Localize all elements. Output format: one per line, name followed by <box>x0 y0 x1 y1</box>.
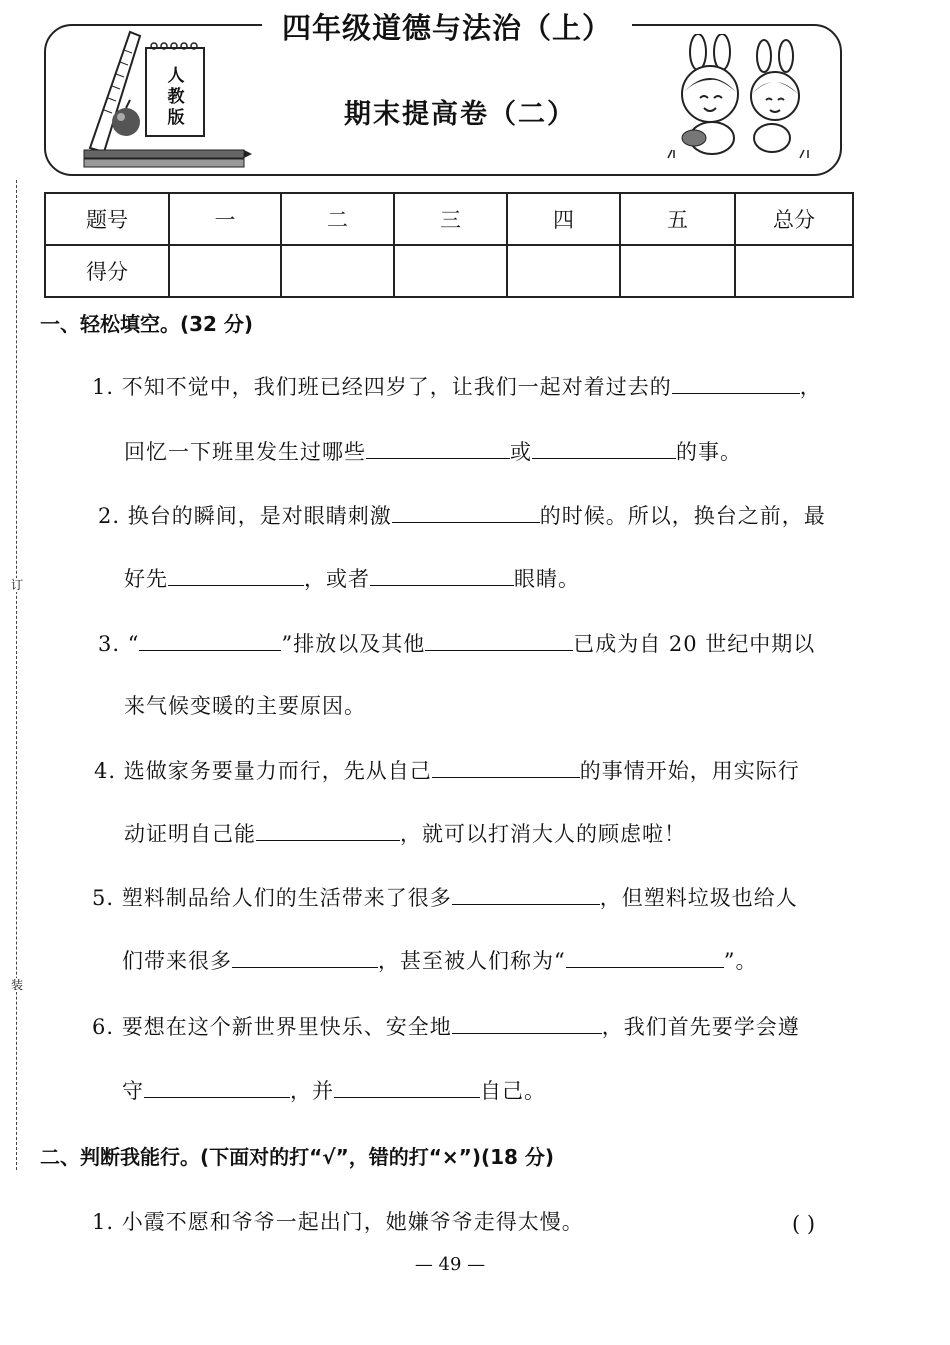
answer-blank[interactable] <box>232 947 378 968</box>
answer-blank[interactable] <box>366 438 510 459</box>
question-5-line-1: 5. 塑料制品给人们的生活带来了很多 ，但塑料垃圾也给人 <box>92 886 798 910</box>
bunny-kids-illustration <box>660 34 820 162</box>
table-header-cell: 四 <box>507 193 620 245</box>
binding-dashed-line <box>16 180 17 1170</box>
score-cell[interactable] <box>281 245 394 297</box>
question-1-line-2: 回忆一下班里发生过哪些 或 的事。 <box>124 440 742 464</box>
score-cell[interactable] <box>735 245 853 297</box>
table-header-cell: 三 <box>394 193 507 245</box>
question-2-line-2: 好先 ，或者 眼睛。 <box>124 567 580 591</box>
score-table-header-row <box>45 193 853 245</box>
exam-subtitle: 期末提高卷（二） <box>344 99 576 130</box>
answer-blank[interactable] <box>334 1077 480 1098</box>
answer-blank[interactable] <box>392 502 540 523</box>
question-4-line-1: 4. 选做家务要量力而行，先从自己 的事情开始，用实际行 <box>94 759 800 783</box>
page-number: — 49 — <box>414 1254 486 1275</box>
answer-blank[interactable] <box>452 884 600 905</box>
answer-parenthesis[interactable]: ( ) <box>792 1212 816 1236</box>
score-cell[interactable] <box>507 245 620 297</box>
question-2-line-1: 2. 换台的瞬间，是对眼睛刺激 的时候。所以，换台之前，最 <box>98 504 826 528</box>
question-3-line-1: 3. “ ”排放以及其他 已成为自 20 世纪中期以 <box>98 632 816 656</box>
section-1-heading: 一、轻松填空。(32 分) <box>40 312 254 336</box>
exam-title: 四年级道德与法治（上） <box>262 6 632 50</box>
question-5-line-2: 们带来很多 ，甚至被人们称为“ ”。 <box>122 949 758 973</box>
question-4-line-2: 动证明自己能 ，就可以打消大人的顾虑啦！ <box>124 822 686 846</box>
section-2-heading: 二、判断我能行。(下面对的打“√”，错的打“×”)(18 分) <box>40 1145 555 1169</box>
table-header-cell: 一 <box>169 193 281 245</box>
binding-mark-ding: 订 <box>10 578 23 592</box>
score-cell[interactable] <box>620 245 735 297</box>
answer-blank[interactable] <box>452 1013 602 1034</box>
score-table-score-row <box>45 245 853 297</box>
score-cell[interactable] <box>394 245 507 297</box>
answer-blank[interactable] <box>566 947 724 968</box>
answer-blank[interactable] <box>425 630 573 651</box>
answer-blank[interactable] <box>432 757 580 778</box>
answer-blank[interactable] <box>256 820 400 841</box>
binding-mark-zhuang: 装 <box>10 978 23 992</box>
question-6-line-1: 6. 要想在这个新世界里快乐、安全地 ，我们首先要学会遵 <box>92 1015 800 1039</box>
table-header-cell: 总分 <box>735 193 853 245</box>
question-6-line-2: 守 ，并 自己。 <box>122 1079 546 1103</box>
score-row-label: 得分 <box>45 245 169 297</box>
answer-blank[interactable] <box>672 373 800 394</box>
edition-label: 人 教 版 <box>167 66 185 128</box>
answer-blank[interactable] <box>144 1077 290 1098</box>
score-cell[interactable] <box>169 245 281 297</box>
question-3-line-2: 来气候变暖的主要原因。 <box>124 694 366 718</box>
answer-blank[interactable] <box>139 630 281 651</box>
question-1-line-1: 1. 不知不觉中，我们班已经四岁了，让我们一起对着过去的 ， <box>92 375 822 399</box>
answer-blank[interactable] <box>532 438 676 459</box>
table-header-cell: 题号 <box>45 193 169 245</box>
answer-blank[interactable] <box>168 565 304 586</box>
table-header-cell: 二 <box>281 193 394 245</box>
score-table <box>44 192 854 298</box>
answer-blank[interactable] <box>370 565 514 586</box>
table-header-cell: 五 <box>620 193 735 245</box>
judgment-question-1: 1. 小霞不愿和爷爷一起出门，她嫌爷爷走得太慢。 <box>92 1210 584 1234</box>
